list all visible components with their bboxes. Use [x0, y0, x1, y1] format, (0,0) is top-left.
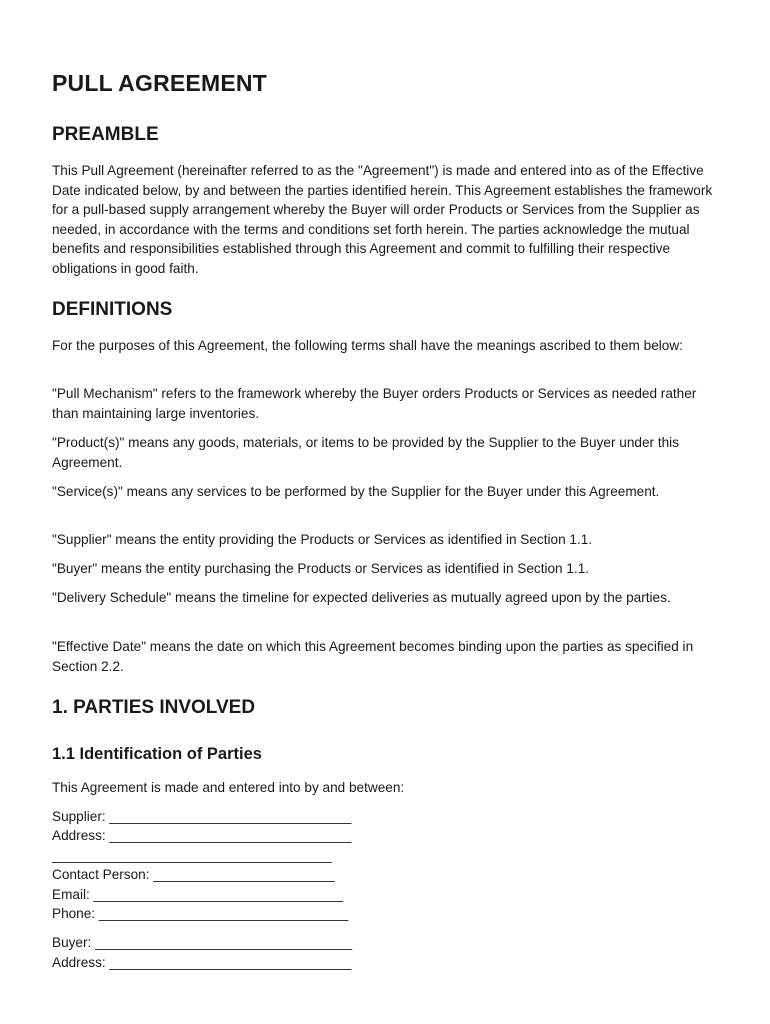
supplier-address-field-line: Address: ________________________________ — [52, 828, 352, 843]
email-field-line: Email: _________________________________ — [52, 887, 344, 902]
supplier-field-line: Supplier: ________________________________ — [52, 809, 352, 824]
buyer-field-line: Buyer: __________________________________ — [52, 935, 353, 950]
identification-subheading: 1.1 Identification of Parties — [52, 745, 262, 763]
preamble-text: This Pull Agreement (hereinafter referred to as the "Agreement") is made and entered into as of the Effective Date indicated below, by and between the parties identified herein. This Agreement establishes the framework for a pull-based supply arrangement whereby the Buyer will order Products or Services from the Supplier as needed, in accordance with the terms and conditions set forth herein. The parties acknowledge the mutual benefits and responsibilities established through this Agreement and commit to fulfilling their respective obligations in good faith. — [52, 163, 713, 276]
definition-item-pull-mechanism: "Pull Mechanism" refers to the framework whereby the Buyer orders Products or Services as needed rather than maintaining large inventories. — [52, 386, 697, 421]
supplier-address-continuation-line: _____________________________________ — [52, 848, 332, 863]
buyer-address-field-line: Address: ________________________________ — [52, 955, 352, 970]
parties-intro: This Agreement is made and entered into by and between: — [52, 780, 405, 795]
definition-item-delivery-schedule: "Delivery Schedule" means the timeline for expected deliveries as mutually agreed upon by the parties. — [52, 590, 671, 605]
definition-item-products: "Product(s)" means any goods, materials, or items to be provided by the Supplier to the Buyer under this Agreement. — [52, 435, 679, 470]
preamble-heading: PREAMBLE — [52, 124, 159, 145]
definitions-heading: DEFINITIONS — [52, 299, 173, 320]
definitions-intro: For the purposes of this Agreement, the following terms shall have the meanings ascribed to them below: — [52, 338, 683, 353]
contact-person-field-line: Contact Person: ________________________ — [52, 867, 335, 882]
definition-item-buyer: "Buyer" means the entity purchasing the Products or Services as identified in Section 1.1. — [52, 561, 590, 576]
document-title: PULL AGREEMENT — [52, 70, 267, 96]
phone-field-line: Phone: _________________________________ — [52, 906, 349, 921]
definition-item-effective-date: "Effective Date" means the date on which this Agreement becomes binding upon the parties as specified in Section 2.2. — [52, 639, 694, 674]
definition-item-services: "Service(s)" means any services to be performed by the Supplier for the Buyer under this Agreement. — [52, 484, 660, 499]
parties-heading: 1. PARTIES INVOLVED — [52, 697, 256, 718]
definition-item-supplier: "Supplier" means the entity providing the Products or Services as identified in Section 1.1. — [52, 532, 593, 547]
